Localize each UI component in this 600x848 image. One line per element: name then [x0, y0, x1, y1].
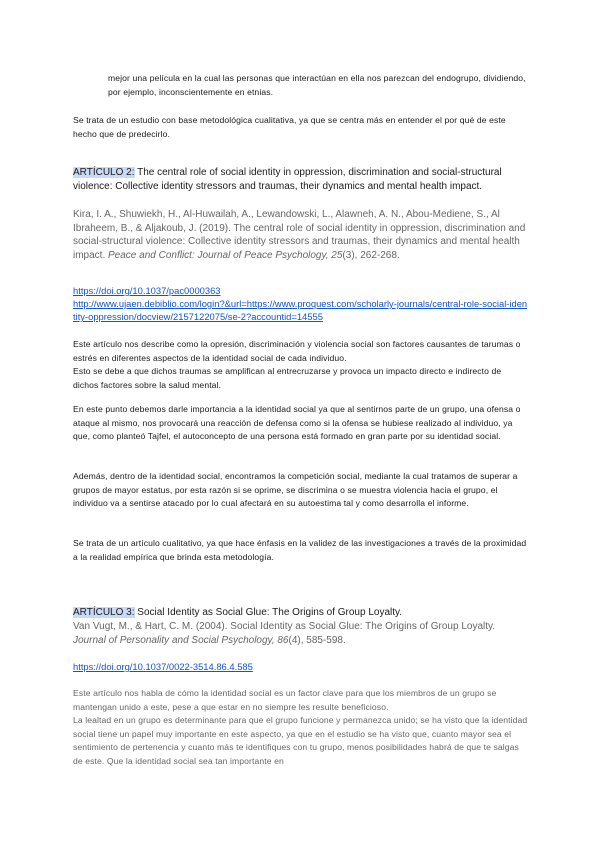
article-2-paragraph-2: En este punto debemos darle importancia a la identidad social ya que al sentirnos parte de un grupo, una ofensa o ataque al mismo, nos provocará una reacción de defensa como si la ofensa se hubiese realizado al individuo, ya que, como planteó Tajfel, el autoconcepto de una persona está formado en gran parte por su identidad social.	[73, 404, 521, 442]
article-3-label: ARTÍCULO 3:	[73, 607, 135, 618]
quote-paragraph: mejor una película en la cual las personas que interactúan en ella nos parezcan del endogrupo, dividiendo, por ejemplo, inconscientemente en etnias.	[108, 73, 526, 97]
article-2-ref-tail: (3), 262-268.	[342, 249, 400, 261]
article-2-ref-journal: Peace and Conflict: Journal of Peace Psychology, 25	[108, 249, 343, 261]
article-2-paragraph-1b: Esto se debe a que dichos traumas se amplifican al entrecruzarse y provoca un impacto directo e indirecto de dichos factores sobre la salud mental.	[73, 366, 502, 390]
article-3-ref-text: Van Vugt, M., & Hart, C. M. (2004). Social Identity as Social Glue: The Origins of Group Loyalty.	[73, 621, 496, 632]
article-3-reference	[73, 620, 528, 647]
article-3-doi-link[interactable]: https://doi.org/10.1037/0022-3514.86.4.585	[73, 661, 253, 672]
article-2-label: ARTÍCULO 2:	[73, 167, 135, 178]
article-2-doi-link[interactable]: https://doi.org/10.1037/pac0000363	[73, 285, 221, 296]
article-3-ref-journal: Journal of Personality and Social Psychology, 86	[73, 634, 289, 646]
methodology-paragraph-1: Se trata de un estudio con base metodológica cualitativa, ya que se centra más en entender el por qué de este hecho que de predecirlo.	[73, 115, 506, 139]
article-2-paragraph-4: Se trata de un artículo cualitativo, ya que hace énfasis en la validez de las investigaciones a través de la proximidad a la realidad empírica que brinda esta metodología.	[73, 538, 527, 562]
article-2-ref-text: Kira, I. A., Shuwiekh, H., Al-Huwailah, A., Lewandowski, L., Alawneh, A. N., Abou-Mediene, S., Al Ibraheem, B., & Aljakoub, J. (2019). The central role of social identity in oppression, discrimination and social-structural violence: Collective identity stressors and traumas, their dynamics and mental health impact.	[73, 209, 526, 261]
article-3-paragraph-1: Este artículo nos habla de cómo la identidad social es un factor clave para que los miembros de un grupo se mantengan unido a este, pese a que estar en no siempre les resulte beneficioso.	[73, 688, 497, 712]
article-2-paragraph-1: Este artículo nos describe como la opresión, discriminación y violencia social son factores causantes de tarumas o estrés en diferentes aspectos de la identidad social de cada individuo.	[73, 339, 521, 363]
article-3-paragraph-1b: La lealtad en un grupo es determinante para que el grupo funcione y permanezca unido; se ha visto que la identidad social tiene un papel muy importante en este aspecto, ya que en el estudio se ha visto que, cuanto mayor sea el sentimiento de pertenencia y cuanto más te identifiques con tu grupo, menos posibilidades habrá de que te salgas de este. Que la identidad social sea tan importante en	[73, 715, 528, 766]
article-2-title: The central role of social identity in oppression, discrimination and social-structural violence: Collective identity stressors and traumas, their dynamics and mental health impact.	[73, 167, 502, 192]
article-3-ref-tail: (4), 585-598.	[288, 634, 346, 646]
article-2-reference	[73, 208, 528, 262]
article-2-proquest-link[interactable]: http://www.ujaen.debiblio.com/login?&url=https://www.proquest.com/scholarly-journals/central-role-social-identity-oppression/docview/2157122075/se-2?accountid=14555	[73, 298, 528, 322]
article-3-heading	[73, 606, 528, 620]
article-2-heading	[73, 166, 528, 194]
article-3-title: Social Identity as Social Glue: The Origins of Group Loyalty.	[134, 607, 403, 618]
article-2-paragraph-3: Además, dentro de la identidad social, encontramos la competición social, mediante la cual tratamos de superar a grupos de mayor estatus, por esta razón si se oprime, se discrimina o se muestra violencia hacia el grupo, el individuo va a sentirse atacado por lo cual afectará en su autoestima tal y como desarrolla el informe.	[73, 471, 518, 509]
